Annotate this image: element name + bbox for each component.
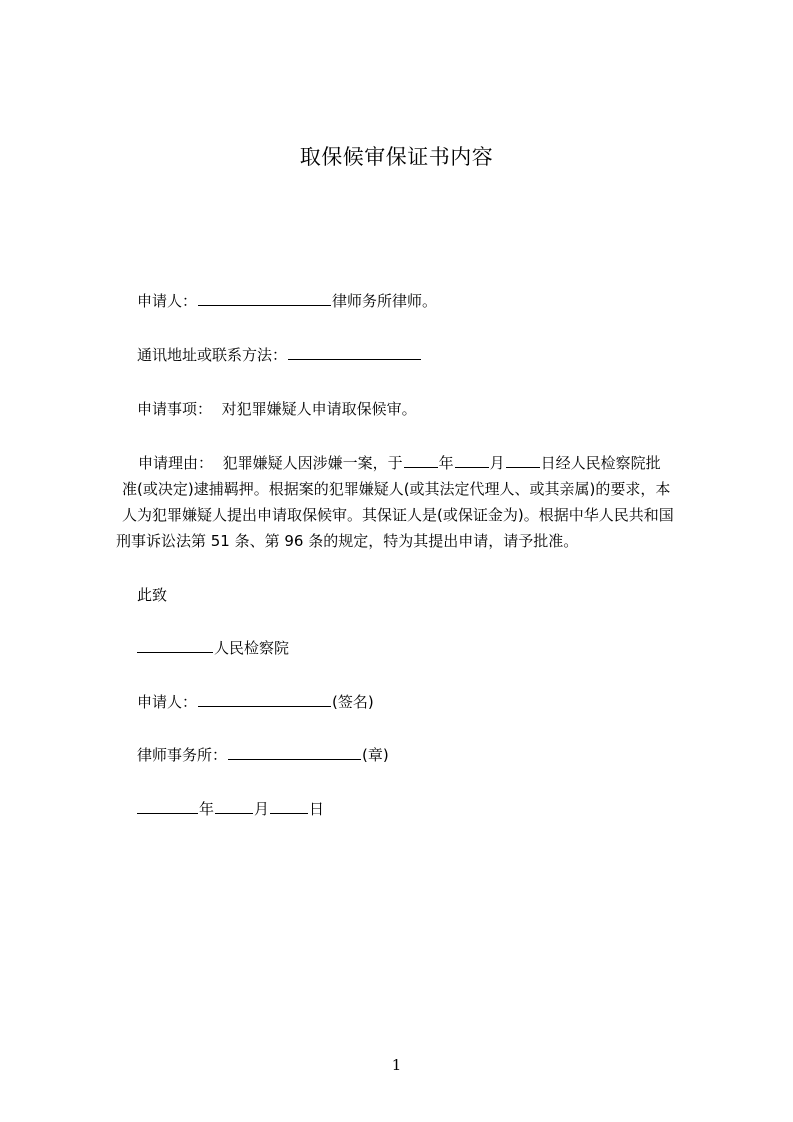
reason-month-blank[interactable] — [455, 453, 489, 468]
reason-part1: 犯罪嫌疑人因涉嫌一案，于 — [222, 454, 403, 472]
reason-line-1 — [116, 450, 676, 476]
date-month-char: 月 — [254, 800, 270, 818]
procuratorate-blank[interactable] — [137, 638, 213, 653]
reason-month-char: 月 — [489, 454, 505, 472]
reason-paragraph — [116, 450, 676, 554]
contact-line — [137, 345, 422, 365]
applicant-suffix: 律师务所律师。 — [332, 292, 438, 310]
document-title: 取保候审保证书内容 — [299, 145, 494, 169]
reason-label: 申请理由： — [138, 454, 214, 472]
reason-line-4: 刑事诉讼法第 51 条、第 96 条的规定，特为其提出申请，请予批准。 — [116, 532, 579, 550]
procuratorate-suffix: 人民检察院 — [214, 639, 290, 657]
seal-suffix: (章) — [362, 746, 389, 764]
date-day-char: 日 — [309, 800, 325, 818]
law-firm-label: 律师事务所： — [137, 746, 228, 764]
reason-part2: 日经人民检察院批 — [540, 454, 661, 472]
date-day-blank[interactable] — [270, 799, 308, 814]
reason-year-blank[interactable] — [404, 453, 438, 468]
matter-text: 对犯罪嫌疑人申请取保候审。 — [221, 400, 417, 418]
salutation-line: 此致 — [137, 586, 168, 604]
applicant-name-blank[interactable] — [198, 291, 331, 306]
applicant-line — [137, 291, 437, 311]
date-year-char: 年 — [199, 800, 215, 818]
law-firm-blank[interactable] — [228, 745, 361, 760]
applicant-sign-label: 申请人： — [137, 693, 198, 711]
applicant-sign-line — [137, 692, 374, 712]
date-line — [137, 799, 324, 819]
applicant-label: 申请人： — [137, 292, 198, 310]
matter-label: 申请事项： — [137, 400, 213, 418]
applicant-sign-blank[interactable] — [198, 692, 331, 707]
contact-blank[interactable] — [288, 345, 421, 360]
reason-line-2: 准(或决定)逮捕羁押。根据案的犯罪嫌疑人(或其法定代理人、或其亲属)的要求，本 — [122, 480, 671, 498]
date-year-blank[interactable] — [137, 799, 198, 814]
page-number: 1 — [391, 1056, 402, 1074]
reason-line-3: 人为犯罪嫌疑人提出申请取保候审。其保证人是(或保证金为)。根据中华人民共和国 — [122, 506, 674, 524]
law-firm-line — [137, 745, 389, 765]
procuratorate-line — [137, 638, 289, 658]
reason-day-blank[interactable] — [506, 453, 540, 468]
date-month-blank[interactable] — [215, 799, 253, 814]
reason-year-char: 年 — [438, 454, 454, 472]
matter-line — [137, 399, 417, 419]
contact-label: 通讯地址或联系方法： — [137, 346, 288, 364]
sign-suffix: (签名) — [332, 693, 374, 711]
